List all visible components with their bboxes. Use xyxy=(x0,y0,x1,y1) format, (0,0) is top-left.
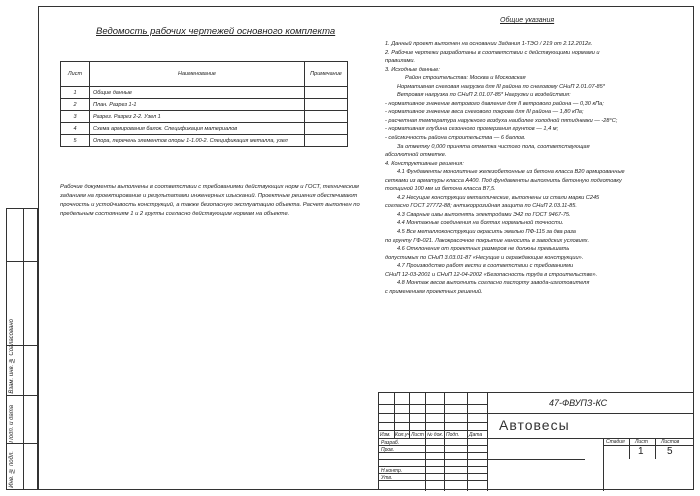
cell-note xyxy=(305,87,348,99)
stamp-col-date: Дата xyxy=(469,432,483,438)
cell-name: Разрез. Разрез 2-2. Узел 1 xyxy=(90,111,305,123)
notes-line: 3. Исходные данные: xyxy=(385,66,440,73)
notes-line: - нормативное значение веса снегового покрова для III района — 1,80 кПа; xyxy=(385,109,584,116)
side-strip-label-inv: Инв. № подл. xyxy=(9,451,15,488)
cell-sheet: 5 xyxy=(61,135,90,147)
column-header-sheet: Лист xyxy=(61,62,90,87)
notes-line: - расчетная температура наружного воздуха наиболее холодной пятидневки — -28°С; xyxy=(385,117,618,124)
stamp-row-developer: Разраб. xyxy=(381,440,400,446)
cell-note xyxy=(305,135,348,147)
document-code: 47-ФВУПЗ-КС xyxy=(549,398,608,408)
notes-line: 4.3 Сварные швы выполнять электродами Э42 по ГОСТ 9467-75. xyxy=(397,211,571,218)
stamp-col-docno: № док. xyxy=(427,432,444,438)
title-block xyxy=(378,392,694,490)
notes-line: абсолютной отметке. xyxy=(385,152,447,159)
stamp-col-sign: Подп. xyxy=(446,432,460,438)
cell-sheet: 1 xyxy=(61,87,90,99)
notes-line: 4. Конструктивные решения: xyxy=(385,160,464,167)
notes-line: сетками из арматуры класса А400. Под фундаменты выполнить бетонную подготовку xyxy=(385,177,622,184)
sheets-total: 5 xyxy=(667,446,673,457)
notes-line: 1. Данный проект выполнен на основании Задания 1-ТЭО / 219 от 2.12.2012г. xyxy=(385,41,593,47)
side-strip xyxy=(6,208,38,490)
table-row xyxy=(61,99,348,111)
stamp-col-count: Кол.уч xyxy=(395,432,410,438)
general-notes xyxy=(385,40,685,296)
notes-line: Ветровая нагрузка по СНиП 2.01.07-85* Нагрузки и воздействия: xyxy=(397,92,571,99)
general-notes-title: Общие указания xyxy=(500,17,555,24)
side-strip-label-agreed: Согласовано xyxy=(9,319,15,356)
notes-line: толщиной 100 мм из бетона класса В7,5. xyxy=(385,186,496,193)
cell-name: План. Разрез 1-1 xyxy=(90,99,305,111)
column-header-name: Наименование xyxy=(90,62,305,87)
sheets-list-title: Ведомость рабочих чертежей основного комплекта xyxy=(96,26,336,37)
table-row xyxy=(61,123,348,135)
cell-sheet: 2 xyxy=(61,99,90,111)
table-row xyxy=(61,87,348,99)
stage-label: Стадия xyxy=(606,439,625,445)
stamp-row-normcontrol: Н.контр. xyxy=(381,468,403,474)
notes-line: 4.7 Производство работ вести в соответствии с требованиями xyxy=(397,263,574,270)
notes-line: Нормативная снеговая нагрузка для III района по снеговому СНиП 2.01.07-85* xyxy=(397,83,605,90)
notes-line: 4.2 Несущие конструкции металлические, выполнены из стали марки С245 xyxy=(397,194,600,201)
notes-line: 4.4 Монтажные соединения на болтах нормальной точности. xyxy=(397,220,564,227)
stamp-row-checked: Пров. xyxy=(381,447,395,453)
cell-note xyxy=(305,99,348,111)
cell-note xyxy=(305,111,348,123)
notes-line: - нормативное значение ветрового давления для II ветрового района — 0,30 кПа; xyxy=(385,100,604,107)
cell-note xyxy=(305,123,348,135)
notes-line: 4.1 Фундаменты монолитные железобетонные из бетона класса В20 армированные xyxy=(397,169,625,176)
notes-line: 2. Рабочие чертежи разработаны в соответствии с действующими нормами и xyxy=(385,49,600,56)
project-name: Автовесы xyxy=(499,417,570,433)
sheets-table xyxy=(60,61,348,147)
notes-line: - нормативная глубина сезонного промерзания грунтов — 1,4 м; xyxy=(385,126,559,133)
notes-line: - сейсмичность района строительства — 6 баллов. xyxy=(385,135,526,142)
stamp-col-sheet: Лист xyxy=(411,432,424,438)
table-row xyxy=(61,111,348,123)
cell-name: Схема армирования балок. Спецификация материалов xyxy=(90,123,305,135)
notes-line: правилами. xyxy=(385,58,416,65)
notes-line: с применением проектных решений. xyxy=(385,288,483,295)
notes-line: СНиП 12-03-2001 и СНиП 12-04-2002 «Безопасность труда в строительстве». xyxy=(385,271,598,278)
notes-line: 4.5 Все металлоконструкции окрасить эмалью ПФ-115 за два раза xyxy=(397,229,576,236)
notes-line: допустимых по СНиП 3.03.01-87 «Несущие и ограждающие конструкции». xyxy=(385,254,584,261)
notes-line: по грунту ГФ-021. Лакокрасочное покрытие наносить в заводских условиях. xyxy=(385,237,590,244)
side-strip-label-sign: Подп. и дата xyxy=(9,405,15,443)
cell-sheet: 3 xyxy=(61,111,90,123)
table-row xyxy=(61,135,348,147)
cell-name: Общие данные xyxy=(90,87,305,99)
side-strip-label-replace: Взам. инв. № xyxy=(9,357,15,394)
sheet-number: 1 xyxy=(638,446,644,457)
cell-name: Опора, перечень элементов опоры 1-1.00-2. Спецификация металла, узел xyxy=(90,135,305,147)
notes-line: 4.8 Монтаж весов выполнить согласно паспорту завода-изготовителя xyxy=(397,280,590,287)
notes-line: За отметку 0,000 принята отметка чистого пола, соответствующая xyxy=(397,143,590,150)
notes-line: Район строительства: Москва и Московская xyxy=(405,75,526,82)
notes-line: согласно ГОСТ 27772-88; антикоррозийная защита по СНиП 2.03.11-85. xyxy=(385,203,577,210)
sheets-label: Листов xyxy=(661,439,680,445)
stamp-col-change: Изм. xyxy=(380,432,391,438)
table-header-row xyxy=(61,62,348,87)
general-description-text: Рабочие документы выполнены в соответствии с требованиями действующих норм и ГОСТ, техническим заданием на проектирование и результатами инженерных изысканий. Проектные решения обеспечивают прочность и устойчивость конструкций, а также безопасную эксплуатацию объекта. Расчет выполнен по предельным состояниям 1 и 2 группы согласно действующим нормам на объекте. xyxy=(60,184,360,217)
column-header-note: Примечание xyxy=(305,62,348,87)
sheet-label: Лист xyxy=(635,439,648,445)
notes-line: 4.6 Отклонения от проектных размеров не должны превышать xyxy=(397,246,570,253)
stamp-row-approved: Утв. xyxy=(381,475,393,481)
cell-sheet: 4 xyxy=(61,123,90,135)
